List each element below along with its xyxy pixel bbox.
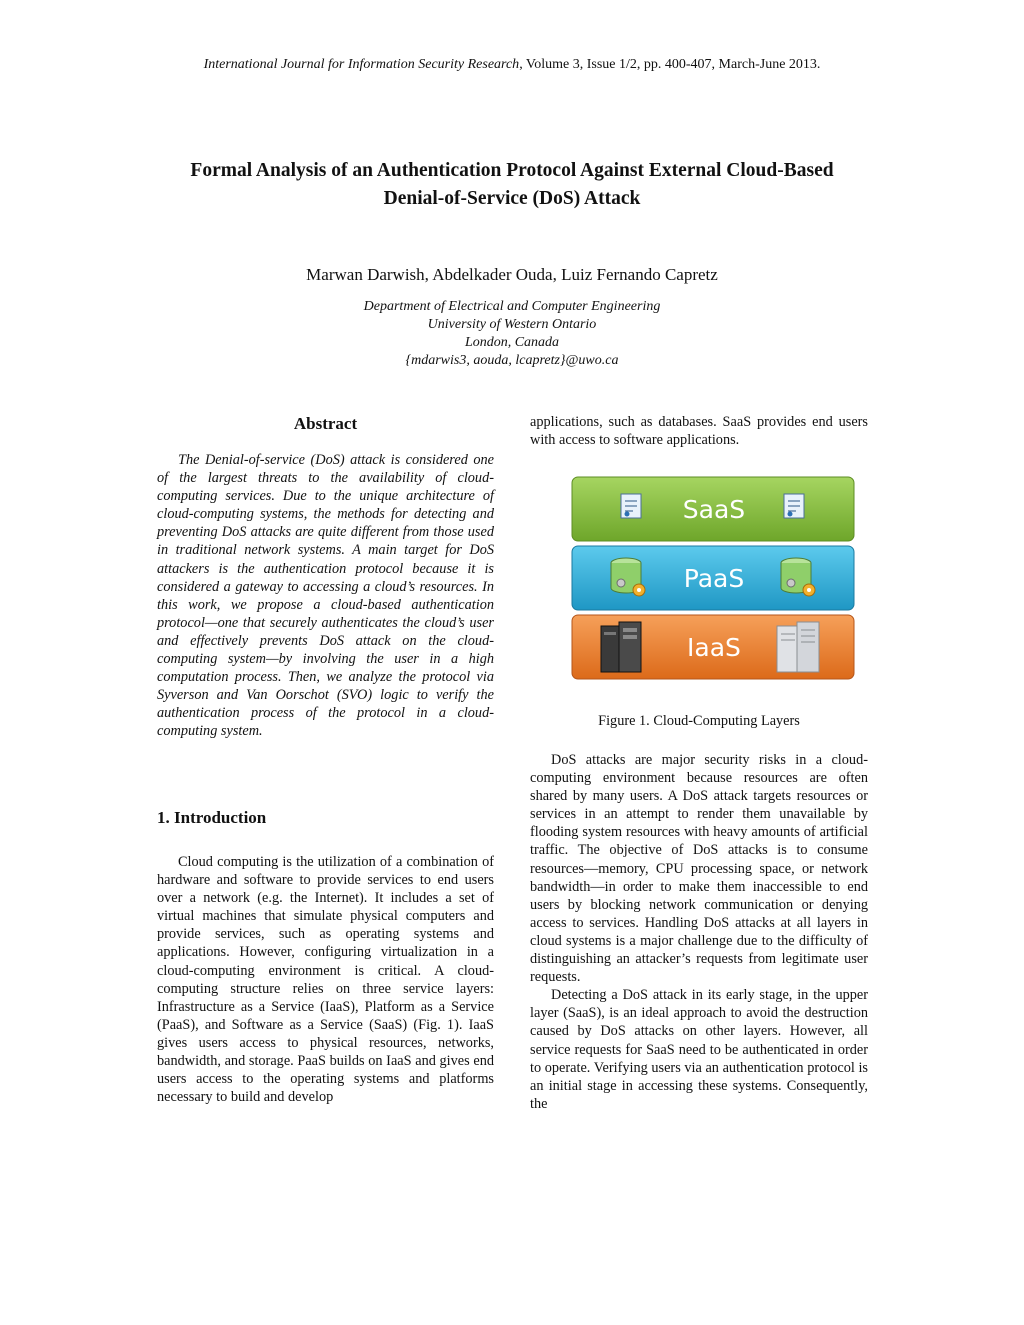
saas-layer bbox=[572, 477, 854, 541]
journal-name: International Journal for Information Security Research bbox=[203, 57, 520, 72]
server-icon bbox=[601, 622, 641, 672]
figure-caption: Figure 1. Cloud-Computing Layers bbox=[598, 713, 800, 729]
server-icon bbox=[777, 622, 819, 672]
iaas-layer bbox=[572, 615, 854, 679]
section-title: Introduction bbox=[174, 808, 267, 827]
title-line-1: Formal Analysis of an Authentication Protocol Against External Cloud-Based bbox=[190, 160, 834, 181]
continuation-text: applications, such as databases. SaaS provides end users with access to software applications. bbox=[530, 414, 868, 449]
paas-layer bbox=[572, 546, 854, 610]
certificate-icon bbox=[621, 494, 641, 518]
affiliation bbox=[0, 298, 1024, 370]
database-gear-icon bbox=[611, 558, 645, 596]
journal-header bbox=[0, 57, 1024, 73]
saas-label: SaaS bbox=[682, 495, 746, 524]
title-line-2: Denial-of-Service (DoS) Attack bbox=[383, 188, 641, 209]
paas-label: PaaS bbox=[683, 564, 745, 593]
section-number: 1. bbox=[157, 808, 170, 827]
university: University of Western Ontario bbox=[427, 317, 597, 332]
abstract-heading: Abstract bbox=[293, 414, 358, 433]
introduction-text: Cloud computing is the utilization of a combination of hardware and software to provide services to end users over a network (e.g. the Internet). It includes a set of virtual machines that simulate physical computers and provide services, such as operating systems and applications. However, configuring virtualization in a cloud-computing environment is critical. A cloud-computing structure relies on three service layers: Infrastructure as a Service (IaaS), Platform as a Service (PaaS), and Software as a Service (SaaS) (Fig. 1). IaaS gives users access to physical resources, networks, bandwidth, and storage. PaaS builds on IaaS and gives end users access to the operating systems and platforms necessary to build and develop bbox=[157, 854, 494, 1106]
right-column-body bbox=[530, 751, 868, 1113]
iaas-label: IaaS bbox=[687, 633, 741, 662]
introduction-heading bbox=[157, 808, 266, 828]
paper-title bbox=[100, 157, 924, 213]
authors: Marwan Darwish, Abdelkader Ouda, Luiz Fernando Capretz bbox=[306, 265, 718, 284]
certificate-icon bbox=[784, 494, 804, 518]
right-column-continuation bbox=[530, 413, 868, 449]
journal-details: , Volume 3, Issue 1/2, pp. 400-407, March-June 2013. bbox=[519, 57, 821, 72]
right-paragraph-2: Detecting a DoS attack in its early stage, in the upper layer (SaaS), is an ideal approach to avoid the destruction caused by DoS attacks on other layers. However, all service requests for SaaS need to be authenticated in order to operate. Verifying users via an authentication protocol is an initial stage in accessing these systems. Consequently, the bbox=[530, 987, 868, 1112]
right-paragraph-1: DoS attacks are major security risks in a cloud-computing environment because resources are often shared by many users. A DoS attack targets resources or services in an attempt to render them unavailable by flooding system resources with heavy amounts of artificial traffic. The objective of DoS attacks is to consume resources—memory, CPU processing space, or network bandwidth—in order to make them inaccessible to end users by blocking network communication or denying access to services. Handling DoS attacks at all layers in cloud systems is a major challenge due to the difficulty of distinguishing an attacker’s requests from legitimate user requests. bbox=[530, 752, 868, 986]
abstract-text: The Denial-of-service (DoS) attack is considered one of the largest threats to the availability of cloud-computing services. Due to the unique architecture of cloud-computing systems, the methods for detecting and preventing DoS attacks are quite different from those used in traditional network systems. A main target for DoS attackers is the authentication protocol because it is considered a gateway to accessing a cloud’s resources. In this work, we propose a cloud-based authentication protocol—one that securely authenticates the cloud’s user and effectively prevents DoS attack on the cloud-computing system—by involving the user in a high computation process. Then, we analyze the protocol via Syverson and Van Oorschot (SVO) logic to verify the authentication process of the protocol in a cloud-computing system. bbox=[157, 452, 494, 740]
department: Department of Electrical and Computer Engineering bbox=[363, 299, 661, 314]
cloud-layers-figure bbox=[569, 474, 859, 686]
emails: {mdarwis3, aouda, lcapretz}@uwo.ca bbox=[405, 353, 619, 368]
introduction-body bbox=[157, 853, 494, 1106]
abstract-body bbox=[157, 451, 494, 741]
database-gear-icon bbox=[781, 558, 815, 596]
location: London, Canada bbox=[464, 335, 560, 350]
